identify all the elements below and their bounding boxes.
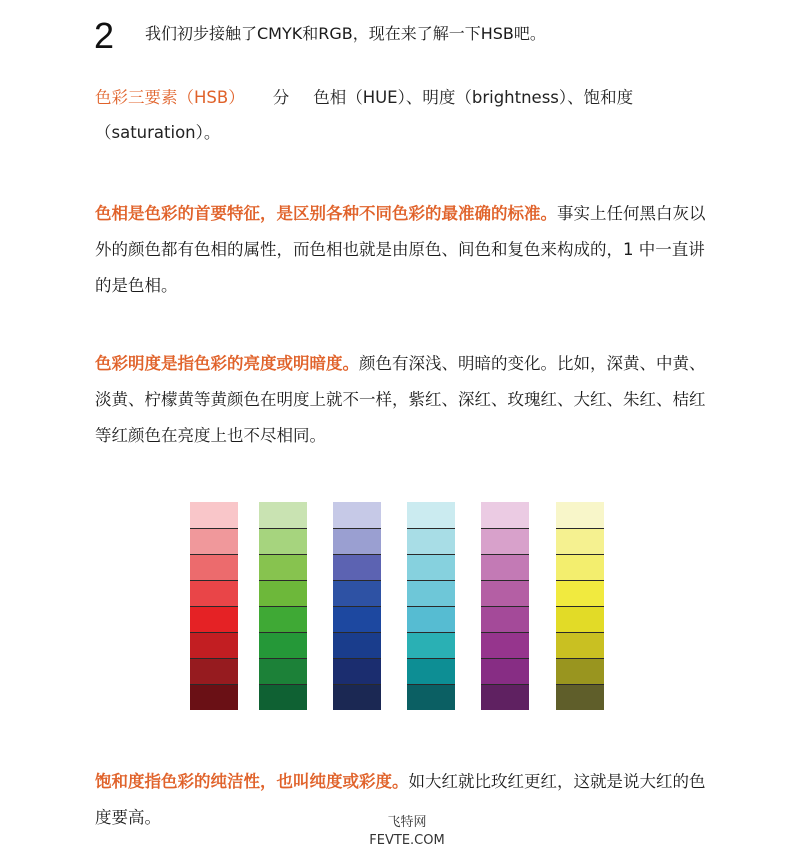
hsb-elements: 色相（HUE）、明度（brightness）、饱和度	[313, 88, 634, 107]
swatch-red-2	[190, 528, 238, 554]
swatch-magenta-6	[481, 632, 529, 658]
swatch-red-3	[190, 554, 238, 580]
swatch-yellow-1	[556, 502, 604, 528]
swatch-blue-4	[333, 580, 381, 606]
swatch-green-8	[259, 684, 307, 710]
swatch-yellow-4	[556, 580, 604, 606]
saturation-text: 如大红就比玫红更红，这就是说大红的色度要高。	[95, 772, 706, 827]
swatch-red-7	[190, 658, 238, 684]
swatch-green-6	[259, 632, 307, 658]
swatch-column-red	[190, 502, 238, 710]
swatch-magenta-5	[481, 606, 529, 632]
swatch-yellow-7	[556, 658, 604, 684]
swatch-column-green	[259, 502, 307, 710]
swatch-yellow-3	[556, 554, 604, 580]
swatch-blue-8	[333, 684, 381, 710]
swatch-yellow-5	[556, 606, 604, 632]
swatch-green-5	[259, 606, 307, 632]
swatch-magenta-3	[481, 554, 529, 580]
swatch-cyan-1	[407, 502, 455, 528]
swatch-blue-1	[333, 502, 381, 528]
brightness-paragraph	[95, 346, 720, 454]
watermark	[362, 814, 452, 850]
swatch-red-5	[190, 606, 238, 632]
swatch-blue-3	[333, 554, 381, 580]
swatch-cyan-3	[407, 554, 455, 580]
swatch-blue-6	[333, 632, 381, 658]
swatch-red-4	[190, 580, 238, 606]
brightness-text: 颜色有深浅、明暗的变化。比如，深黄、中黄、淡黄、柠檬黄等黄颜色在明度上就不一样，紫红、深红、玫瑰红、大红、朱红、桔红等红颜色在亮度上也不尽相同。	[95, 354, 706, 445]
swatch-green-3	[259, 554, 307, 580]
swatch-magenta-8	[481, 684, 529, 710]
swatch-cyan-6	[407, 632, 455, 658]
hsb-intro-line	[95, 80, 633, 116]
swatch-green-2	[259, 528, 307, 554]
hue-highlight: 色相是色彩的首要特征，是区别各种不同色彩的最准确的标准。	[95, 204, 557, 223]
swatch-column-blue	[333, 502, 381, 710]
swatch-yellow-6	[556, 632, 604, 658]
hue-paragraph	[95, 196, 720, 304]
step-number: 2	[94, 15, 115, 56]
brightness-highlight: 色彩明度是指色彩的亮度或明暗度。	[95, 354, 359, 373]
swatch-cyan-7	[407, 658, 455, 684]
swatch-red-6	[190, 632, 238, 658]
swatch-green-4	[259, 580, 307, 606]
swatch-cyan-5	[407, 606, 455, 632]
swatch-red-1	[190, 502, 238, 528]
hue-text: 事实上任何黑白灰以外的颜色都有色相的属性，而色相也就是由原色、间色和复色来构成的，1 中一直讲的是色相。	[95, 204, 706, 295]
step-heading: 我们初步接触了CMYK和RGB，现在来了解一下HSB吧。	[145, 24, 546, 43]
swatch-blue-5	[333, 606, 381, 632]
swatch-cyan-2	[407, 528, 455, 554]
swatch-yellow-2	[556, 528, 604, 554]
swatch-column-cyan	[407, 502, 455, 710]
saturation-highlight: 饱和度指色彩的纯洁性，也叫纯度或彩度。	[95, 772, 409, 791]
swatch-column-yellow	[556, 502, 604, 710]
swatch-green-1	[259, 502, 307, 528]
hsb-fen: 分	[272, 88, 290, 107]
swatch-blue-7	[333, 658, 381, 684]
watermark-line1: 飞特网	[387, 815, 427, 830]
swatch-cyan-8	[407, 684, 455, 710]
swatch-magenta-4	[481, 580, 529, 606]
hsb-intro-line2: （saturation）。	[95, 123, 221, 142]
swatch-magenta-2	[481, 528, 529, 554]
swatch-red-8	[190, 684, 238, 710]
swatch-green-7	[259, 658, 307, 684]
swatch-magenta-1	[481, 502, 529, 528]
swatch-cyan-4	[407, 580, 455, 606]
swatch-column-magenta	[481, 502, 529, 710]
hsb-title: 色彩三要素（HSB）	[95, 88, 245, 107]
swatch-magenta-7	[481, 658, 529, 684]
watermark-line2: FEVTE.COM	[369, 833, 445, 848]
swatch-blue-2	[333, 528, 381, 554]
swatch-yellow-8	[556, 684, 604, 710]
